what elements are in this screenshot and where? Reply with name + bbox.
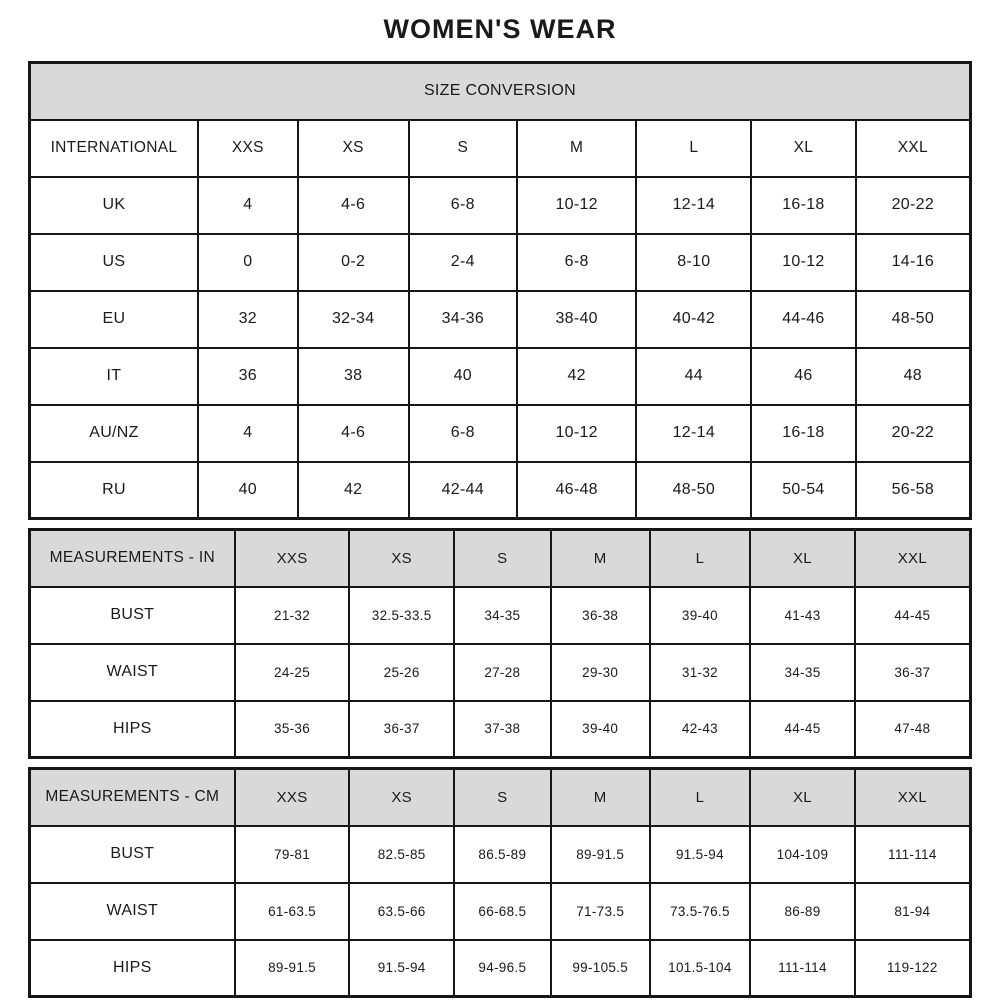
value-cell: 14-16	[856, 234, 971, 291]
value-cell: 71-73.5	[551, 883, 650, 940]
size-column-header: XS	[349, 530, 453, 587]
value-cell: 40	[198, 462, 298, 519]
size-column-header: XXL	[855, 530, 971, 587]
value-cell: 44-46	[751, 291, 855, 348]
size-column-header: XS	[349, 769, 453, 826]
row-label: RU	[30, 462, 198, 519]
value-cell: 32-34	[298, 291, 409, 348]
table-row	[30, 291, 971, 348]
value-cell: 91.5-94	[650, 826, 751, 883]
value-cell: 4	[198, 405, 298, 462]
value-cell: 56-58	[856, 462, 971, 519]
table-row	[30, 883, 971, 940]
table-row	[30, 234, 971, 291]
page-title: WOMEN'S WEAR	[383, 14, 617, 44]
value-cell: 4-6	[298, 177, 409, 234]
table-row	[30, 348, 971, 405]
value-cell: 39-40	[650, 587, 751, 644]
table-row	[30, 587, 971, 644]
value-cell: 35-36	[235, 701, 350, 758]
value-cell: 32.5-33.5	[349, 587, 453, 644]
size-column-header: M	[551, 530, 650, 587]
value-cell: 27-28	[454, 644, 551, 701]
value-cell: 38-40	[517, 291, 637, 348]
value-cell: 8-10	[636, 234, 751, 291]
value-cell: 36-37	[349, 701, 453, 758]
size-conversion-table	[28, 61, 972, 520]
value-cell: 94-96.5	[454, 940, 551, 997]
table-header-row	[30, 530, 971, 587]
value-cell: 82.5-85	[349, 826, 453, 883]
value-cell: 42	[298, 462, 409, 519]
value-cell: 101.5-104	[650, 940, 751, 997]
value-cell: 25-26	[349, 644, 453, 701]
value-cell: 16-18	[751, 177, 855, 234]
value-cell: 29-30	[551, 644, 650, 701]
size-column-header: XS	[298, 120, 409, 177]
table-row	[30, 701, 971, 758]
table-row	[30, 462, 971, 519]
value-cell: 44-45	[750, 701, 854, 758]
row-label: AU/NZ	[30, 405, 198, 462]
value-cell: 12-14	[636, 405, 751, 462]
value-cell: 66-68.5	[454, 883, 551, 940]
value-cell: 86-89	[750, 883, 854, 940]
value-cell: 48-50	[636, 462, 751, 519]
row-label: EU	[30, 291, 198, 348]
value-cell: 10-12	[751, 234, 855, 291]
row-label: UK	[30, 177, 198, 234]
table-columns-row	[30, 120, 971, 177]
value-cell: 63.5-66	[349, 883, 453, 940]
value-cell: 24-25	[235, 644, 350, 701]
value-cell: 10-12	[517, 177, 637, 234]
row-label: US	[30, 234, 198, 291]
value-cell: 99-105.5	[551, 940, 650, 997]
row-label: IT	[30, 348, 198, 405]
size-column-header: L	[650, 769, 751, 826]
measurements-in-header: MEASUREMENTS - IN	[30, 530, 235, 587]
value-cell: 20-22	[856, 405, 971, 462]
row-label: HIPS	[30, 940, 235, 997]
value-cell: 44-45	[855, 587, 971, 644]
value-cell: 21-32	[235, 587, 350, 644]
value-cell: 32	[198, 291, 298, 348]
measurements-cm-header: MEASUREMENTS - CM	[30, 769, 235, 826]
table-row	[30, 177, 971, 234]
value-cell: 39-40	[551, 701, 650, 758]
value-cell: 6-8	[517, 234, 637, 291]
size-column-header: XXS	[235, 769, 350, 826]
value-cell: 4	[198, 177, 298, 234]
row-label: WAIST	[30, 883, 235, 940]
value-cell: 40-42	[636, 291, 751, 348]
size-column-header: XXS	[198, 120, 298, 177]
value-cell: 89-91.5	[551, 826, 650, 883]
measurements-in-table	[28, 528, 972, 759]
value-cell: 48	[856, 348, 971, 405]
value-cell: 34-35	[750, 644, 854, 701]
measurements-cm-table	[28, 767, 972, 998]
value-cell: 42-44	[409, 462, 517, 519]
size-column-header: XL	[751, 120, 855, 177]
value-cell: 12-14	[636, 177, 751, 234]
table-row	[30, 940, 971, 997]
size-column-header: L	[636, 120, 751, 177]
value-cell: 42	[517, 348, 637, 405]
row-label: HIPS	[30, 701, 235, 758]
value-cell: 61-63.5	[235, 883, 350, 940]
value-cell: 81-94	[855, 883, 971, 940]
table-row	[30, 405, 971, 462]
value-cell: 34-35	[454, 587, 551, 644]
size-column-header: S	[454, 769, 551, 826]
value-cell: 73.5-76.5	[650, 883, 751, 940]
value-cell: 47-48	[855, 701, 971, 758]
value-cell: 36-37	[855, 644, 971, 701]
size-column-header: XXS	[235, 530, 350, 587]
value-cell: 44	[636, 348, 751, 405]
value-cell: 2-4	[409, 234, 517, 291]
value-cell: 48-50	[856, 291, 971, 348]
value-cell: 91.5-94	[349, 940, 453, 997]
size-column-header: S	[409, 120, 517, 177]
value-cell: 42-43	[650, 701, 751, 758]
value-cell: 104-109	[750, 826, 854, 883]
table-header-row	[30, 769, 971, 826]
value-cell: 40	[409, 348, 517, 405]
table-band-row	[30, 63, 971, 120]
value-cell: 36-38	[551, 587, 650, 644]
size-conversion-header: SIZE CONVERSION	[30, 63, 971, 120]
value-cell: 38	[298, 348, 409, 405]
value-cell: 0	[198, 234, 298, 291]
value-cell: 4-6	[298, 405, 409, 462]
size-column-header: S	[454, 530, 551, 587]
value-cell: 6-8	[409, 177, 517, 234]
size-column-header: XL	[750, 530, 854, 587]
value-cell: 31-32	[650, 644, 751, 701]
row-label: BUST	[30, 587, 235, 644]
value-cell: 0-2	[298, 234, 409, 291]
value-cell: 37-38	[454, 701, 551, 758]
size-column-header: INTERNATIONAL	[30, 120, 198, 177]
value-cell: 111-114	[750, 940, 854, 997]
value-cell: 50-54	[751, 462, 855, 519]
value-cell: 6-8	[409, 405, 517, 462]
value-cell: 111-114	[855, 826, 971, 883]
value-cell: 86.5-89	[454, 826, 551, 883]
value-cell: 89-91.5	[235, 940, 350, 997]
size-column-header: XXL	[855, 769, 971, 826]
size-column-header: XL	[750, 769, 854, 826]
value-cell: 41-43	[750, 587, 854, 644]
size-column-header: M	[517, 120, 637, 177]
table-row	[30, 826, 971, 883]
size-column-header: XXL	[856, 120, 971, 177]
value-cell: 46	[751, 348, 855, 405]
value-cell: 34-36	[409, 291, 517, 348]
value-cell: 46-48	[517, 462, 637, 519]
value-cell: 10-12	[517, 405, 637, 462]
value-cell: 119-122	[855, 940, 971, 997]
size-column-header: M	[551, 769, 650, 826]
value-cell: 36	[198, 348, 298, 405]
value-cell: 16-18	[751, 405, 855, 462]
table-row	[30, 644, 971, 701]
row-label: WAIST	[30, 644, 235, 701]
value-cell: 20-22	[856, 177, 971, 234]
value-cell: 79-81	[235, 826, 350, 883]
row-label: BUST	[30, 826, 235, 883]
size-column-header: L	[650, 530, 751, 587]
